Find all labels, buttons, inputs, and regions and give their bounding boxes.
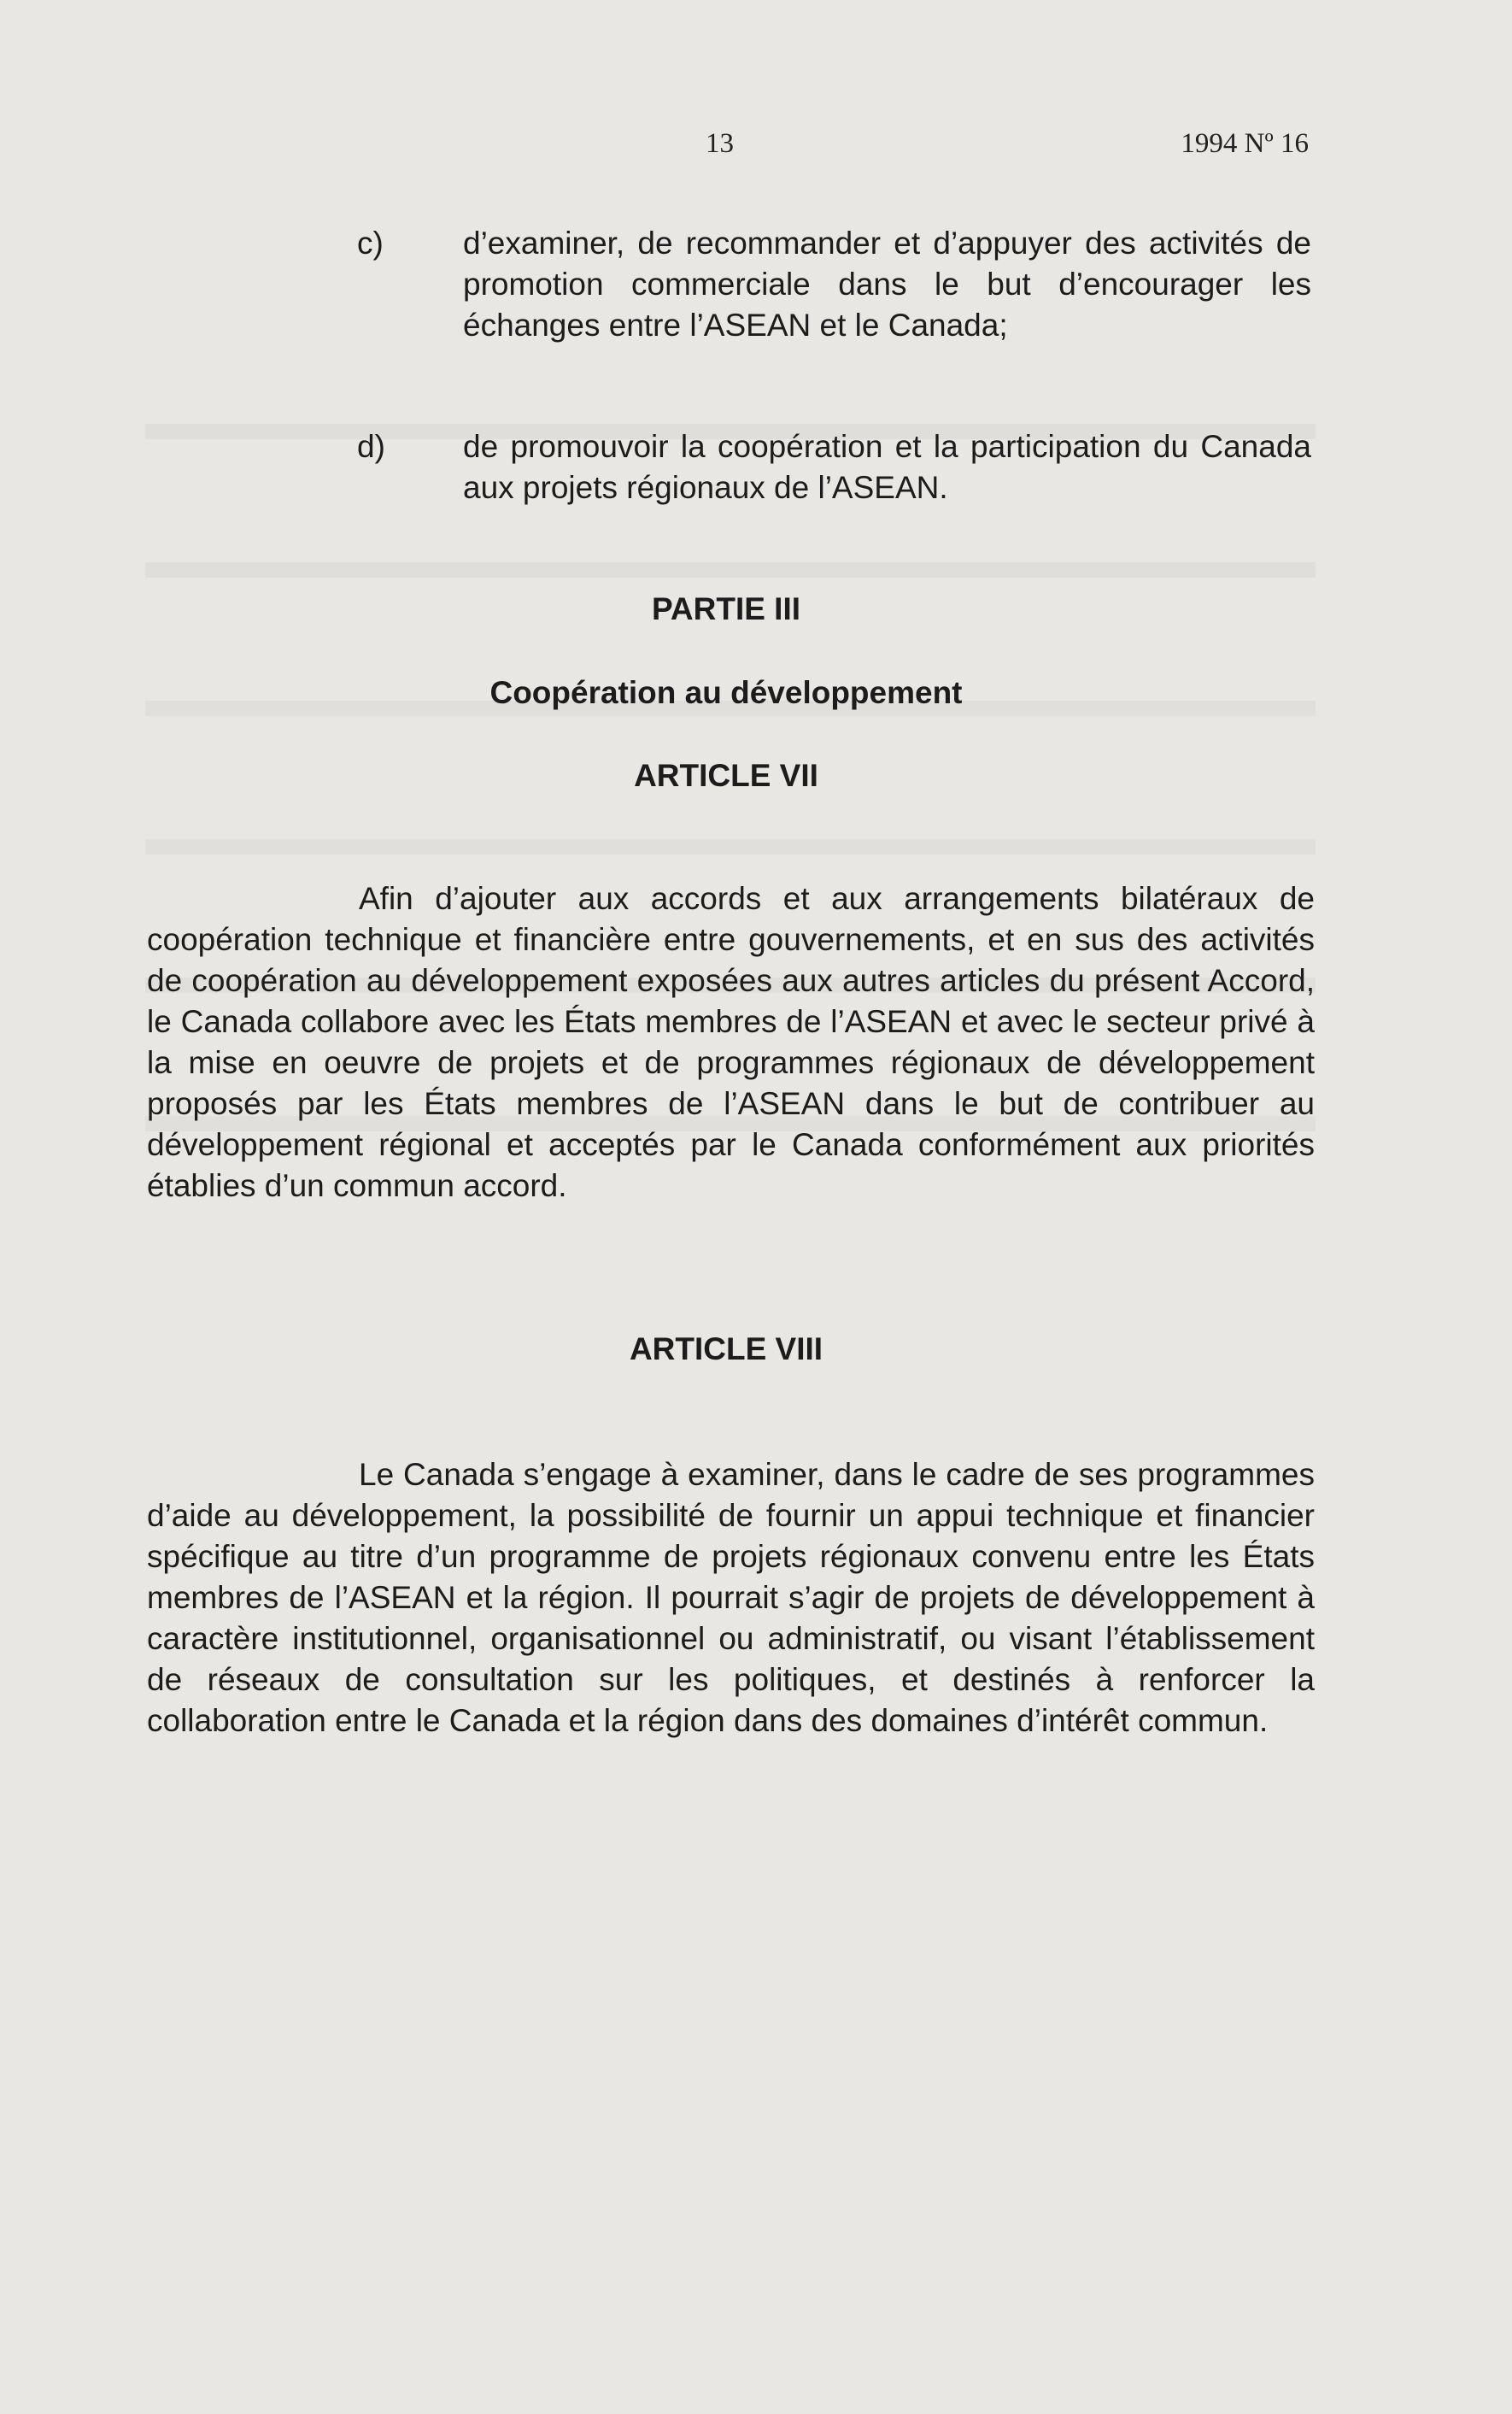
page-number: 13 [706, 128, 734, 159]
article-heading: ARTICLE VIII [629, 1331, 823, 1366]
part-subtitle: Coopération au développement [489, 675, 963, 710]
part-title: PARTIE III [651, 591, 801, 626]
article-heading: ARTICLE VII [634, 758, 818, 793]
item-label: d) [357, 429, 385, 464]
bleed-through-texture [145, 342, 1316, 820]
item-text: d’examiner, de recommander et d’appuyer des activités de promotion commerciale dans le but d’encourager les échanges entre l’ASEAN et le Canada; [463, 226, 1311, 343]
document-reference: 1994 Nº 16 [1181, 128, 1309, 159]
item-label: c) [357, 226, 384, 261]
article-paragraph: Afin d’ajouter aux accords et aux arrangements bilatéraux de coopération technique et financière entre gouvernements, et en sus des activités de coopération au développement exposées aux autres articles du présent Accord, le Canada collabore avec les États membres de l’ASEAN et avec le secteur privé à la mise en oeuvre de projets et de programmes régionaux de développement proposés par les États membres de l’ASEAN dans le but de contribuer au développement régional et acceptés par le Canada conformément aux priorités établies d’un commun accord. [147, 881, 1315, 1203]
article-paragraph: Le Canada s’engage à examiner, dans le cadre de ses programmes d’aide au développement, la possibilité de fournir un appui technique et financier spécifique au titre d’un programme de projets régionaux convenu entre les États membres de l’ASEAN et la région. Il pourrait s’agir de projets de développement à caractère institutionnel, organisationnel ou administratif, ou visant l’établissement de réseaux de consultation sur les politiques, et destinés à renforcer la collaboration entre le Canada et la région dans des domaines d’intérêt commun. [147, 1457, 1315, 1738]
item-text: de promouvoir la coopération et la participation du Canada aux projets régionaux de l’ASEAN. [463, 429, 1311, 505]
